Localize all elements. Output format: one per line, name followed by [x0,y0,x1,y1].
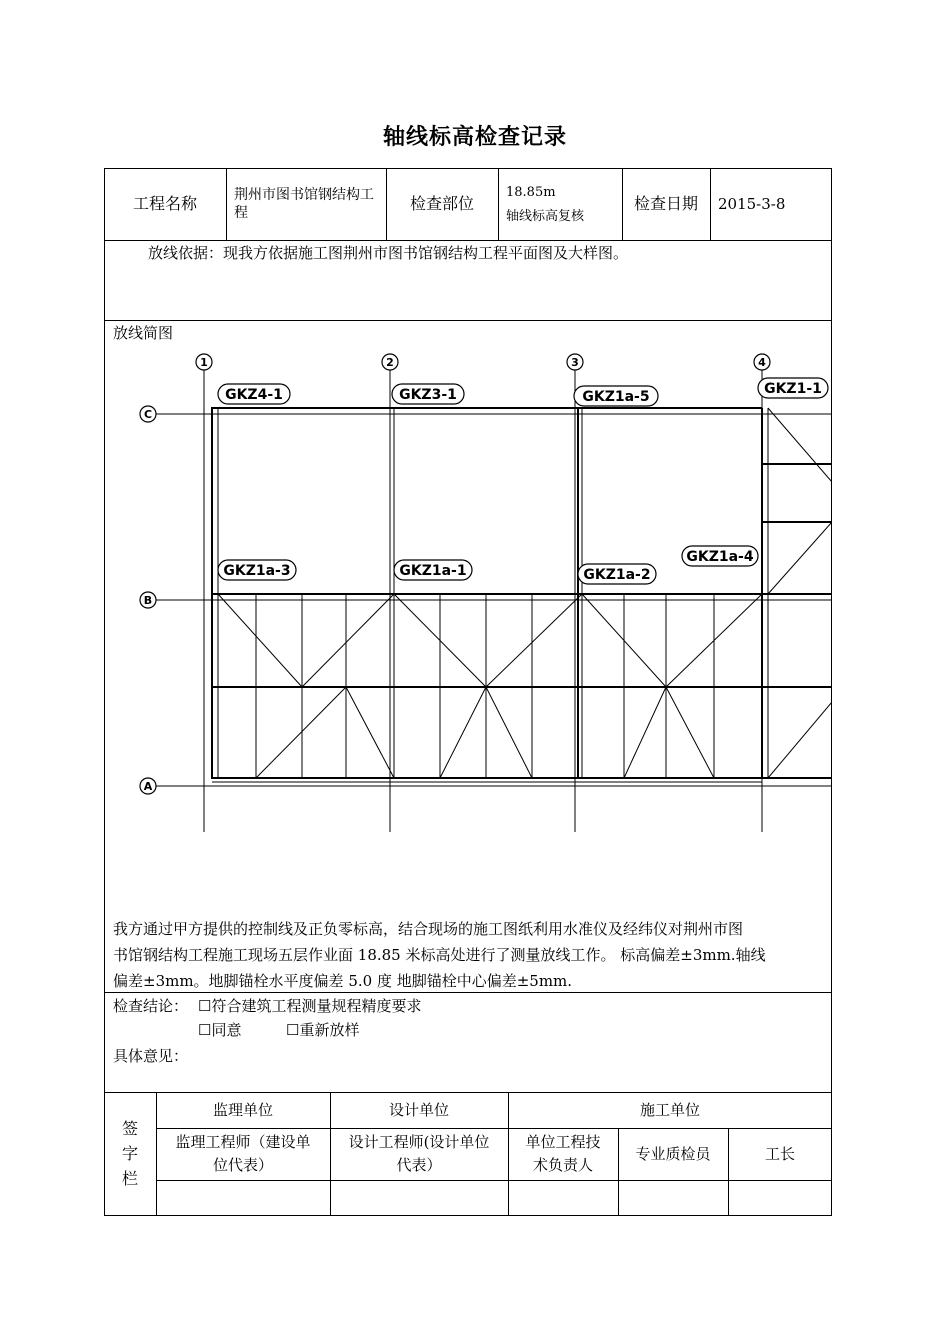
conclusion-option-agree[interactable]: ☐同意 [198,1021,242,1039]
design-unit: 设计单位 [388,1101,449,1119]
supervision-engineer-line1: 监理工程师（建设单 [175,1133,311,1151]
page-title: 轴线标高检查记录 [382,124,567,150]
axis-label-a: A [143,780,153,793]
sketch-label: 放线简图 [113,324,174,342]
description-line-1: 我方通过甲方提供的控制线及正负零标高，结合现场的施工图纸利用水准仪及经纬仪对荆州市图 [113,920,744,938]
sign-label-2: 字 [121,1144,138,1163]
specific-opinion-label: 具体意见： [113,1047,189,1065]
conclusion-option-compliant[interactable]: ☐符合建筑工程测量规程精度要求 [198,997,422,1015]
inspection-date-value: 2015-3-8 [718,195,786,213]
supervision-unit: 监理单位 [212,1101,273,1119]
axis-label-4: 4 [758,356,766,369]
construction-unit: 施工单位 [639,1101,700,1119]
axis-label-1: 1 [200,356,208,369]
description-line-2: 书馆钢结构工程施工现场五层作业面 18.85 米标高处进行了测量放线工作。 标高偏差±3mm.轴线 [113,946,766,964]
design-engineer-line2: 代表） [396,1156,442,1174]
quality-inspector: 专业质检员 [635,1145,711,1163]
sign-label-3: 栏 [121,1169,138,1188]
supervision-engineer-line2: 位代表） [212,1156,273,1174]
column-label: GKZ1a-5 [582,389,650,405]
inspection-part-line1: 18.85m [506,185,556,200]
inspection-part-label: 检查部位 [409,194,474,213]
column-label: GKZ4-1 [225,387,283,403]
project-name-label: 工程名称 [132,194,197,213]
technical-lead-line1: 单位工程技 [525,1133,601,1151]
conclusion-label: 检查结论： [113,997,189,1015]
layout-sketch [106,342,832,842]
column-label: GKZ1a-2 [583,567,651,583]
description-line-3: 偏差±3mm。地脚锚栓水平度偏差 5.0 度 地脚锚栓中心偏差±5mm. [113,972,573,990]
axis-label-b: B [143,594,153,607]
column-label: GKZ1a-3 [223,563,291,579]
inspection-part-line2: 轴线标高复核 [506,209,585,224]
inspection-date-label: 检查日期 [633,194,698,213]
layout-basis: 放线依据：现我方依据施工图荆州市图书馆钢结构工程平面图及大样图。 [148,244,629,262]
project-name-value-1: 荆州市图书馆钢结构工程 [234,187,374,221]
column-label: GKZ1-1 [764,381,822,397]
column-label: GKZ1a-1 [399,563,467,579]
column-label: GKZ3-1 [399,387,457,403]
column-label: GKZ1a-4 [686,549,754,565]
axis-label-c: C [143,408,153,421]
axis-label-2: 2 [386,356,394,369]
conclusion-option-relayout[interactable]: ☐重新放样 [286,1021,360,1039]
design-engineer-line1: 设计工程师(设计单位 [348,1133,490,1151]
foreman: 工长 [764,1145,795,1163]
technical-lead-line2: 术负责人 [532,1156,593,1174]
axis-label-3: 3 [571,356,579,369]
sign-label-1: 签 [121,1119,138,1138]
